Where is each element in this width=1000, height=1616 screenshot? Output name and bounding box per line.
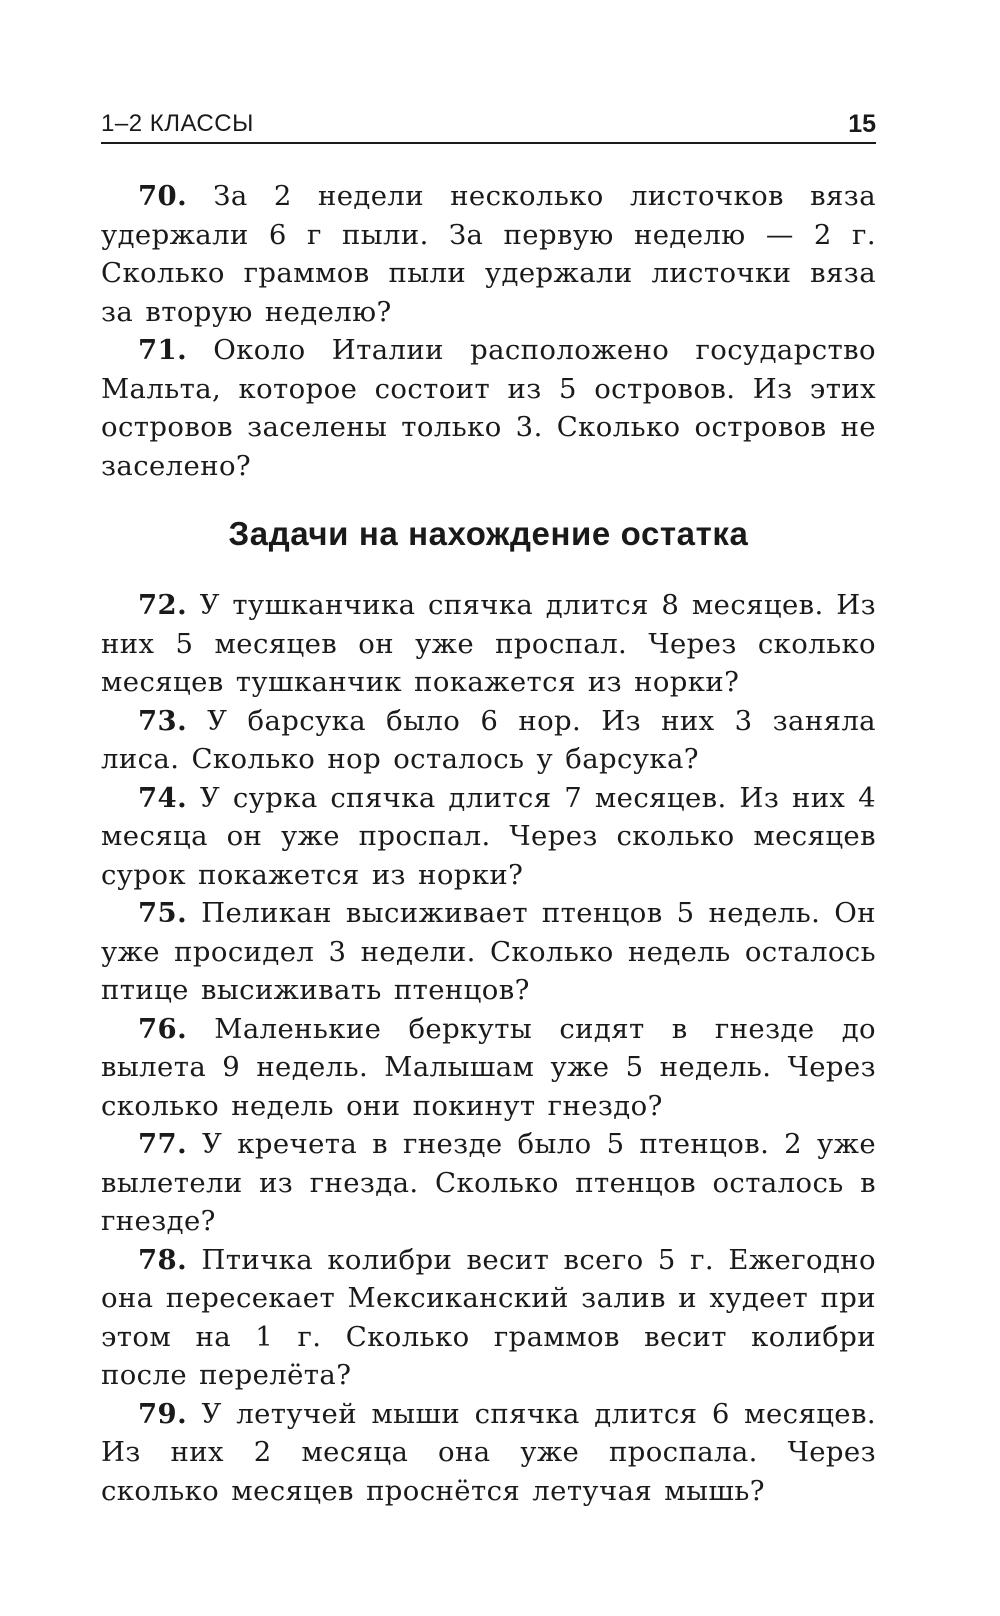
problem-text: Пеликан высиживает птенцов 5 недель. Он уже просидел 3 недели. Сколько недель осталось птице высиживать птенцов? [101,897,876,1006]
problem-number: 78. [138,1243,188,1276]
section-heading: Задачи на нахождение остатка [228,515,749,552]
page-content [101,177,876,1510]
problem-text: У барсука было 6 нор. Из них 3 заняла лиса. Сколько нор осталось у барсука? [101,704,876,775]
problem-text: У тушканчика спячка длится 8 месяцев. Из них 5 месяцев он уже проспал. Через сколько месяцев тушканчик покажется из норки? [101,589,876,698]
problem-text: Птичка колибри весит всего 5 г. Ежегодно она пересекает Мексиканский залив и худеет при этом на 1 г. Сколько граммов весит колибри после перелёта? [101,1243,876,1391]
problem-number: 73. [138,704,188,737]
problem-71 [101,331,876,485]
problem-number: 74. [138,781,188,814]
problem-70 [101,177,876,331]
problem-text: Около Италии расположено государство Мальта, которое состоит из 5 островов. Из этих островов заселены только 3. Сколько островов не заселено? [101,334,876,482]
problem-number: 75. [138,897,188,929]
problem-text: Маленькие беркуты сидят в гнезде до вылета 9 недель. Малышам уже 5 недель. Через сколько недель они покинут гнездо? [101,1012,876,1122]
problem-number: 79. [138,1397,188,1430]
problem-number: 72. [138,589,188,621]
problem-73 [101,702,876,779]
problem-text: У кречета в гнезде было 5 птенцов. 2 уже вылетели из гнезда. Сколько птенцов осталось в гнезде? [101,1128,876,1237]
problem-76 [101,1010,876,1126]
problem-number: 70. [138,180,188,212]
page-number: 15 [848,110,876,138]
problem-77 [101,1125,876,1241]
problem-number: 71. [138,334,188,366]
problem-72 [101,586,876,702]
section-title: 1–2 КЛАССЫ [101,110,254,137]
problem-79 [101,1395,876,1511]
problem-75 [101,894,876,1010]
problem-text: За 2 недели несколько листочков вяза удержали 6 г пыли. За первую неделю — 2 г. Сколько граммов пыли удержали листочки вяза за вторую неделю? [101,180,876,328]
problem-74 [101,779,876,895]
problem-number: 76. [138,1012,188,1045]
running-head [101,108,876,144]
problem-78 [101,1241,876,1395]
problem-number: 77. [138,1128,188,1160]
problem-text: У летучей мыши спячка длится 6 месяцев. Из них 2 месяца она уже проспала. Через сколько месяцев проснётся летучая мышь? [101,1397,876,1507]
problem-text: У сурка спячка длится 7 месяцев. Из них 4 месяца он уже проспал. Через сколько месяцев сурок покажется из норки? [101,781,876,891]
